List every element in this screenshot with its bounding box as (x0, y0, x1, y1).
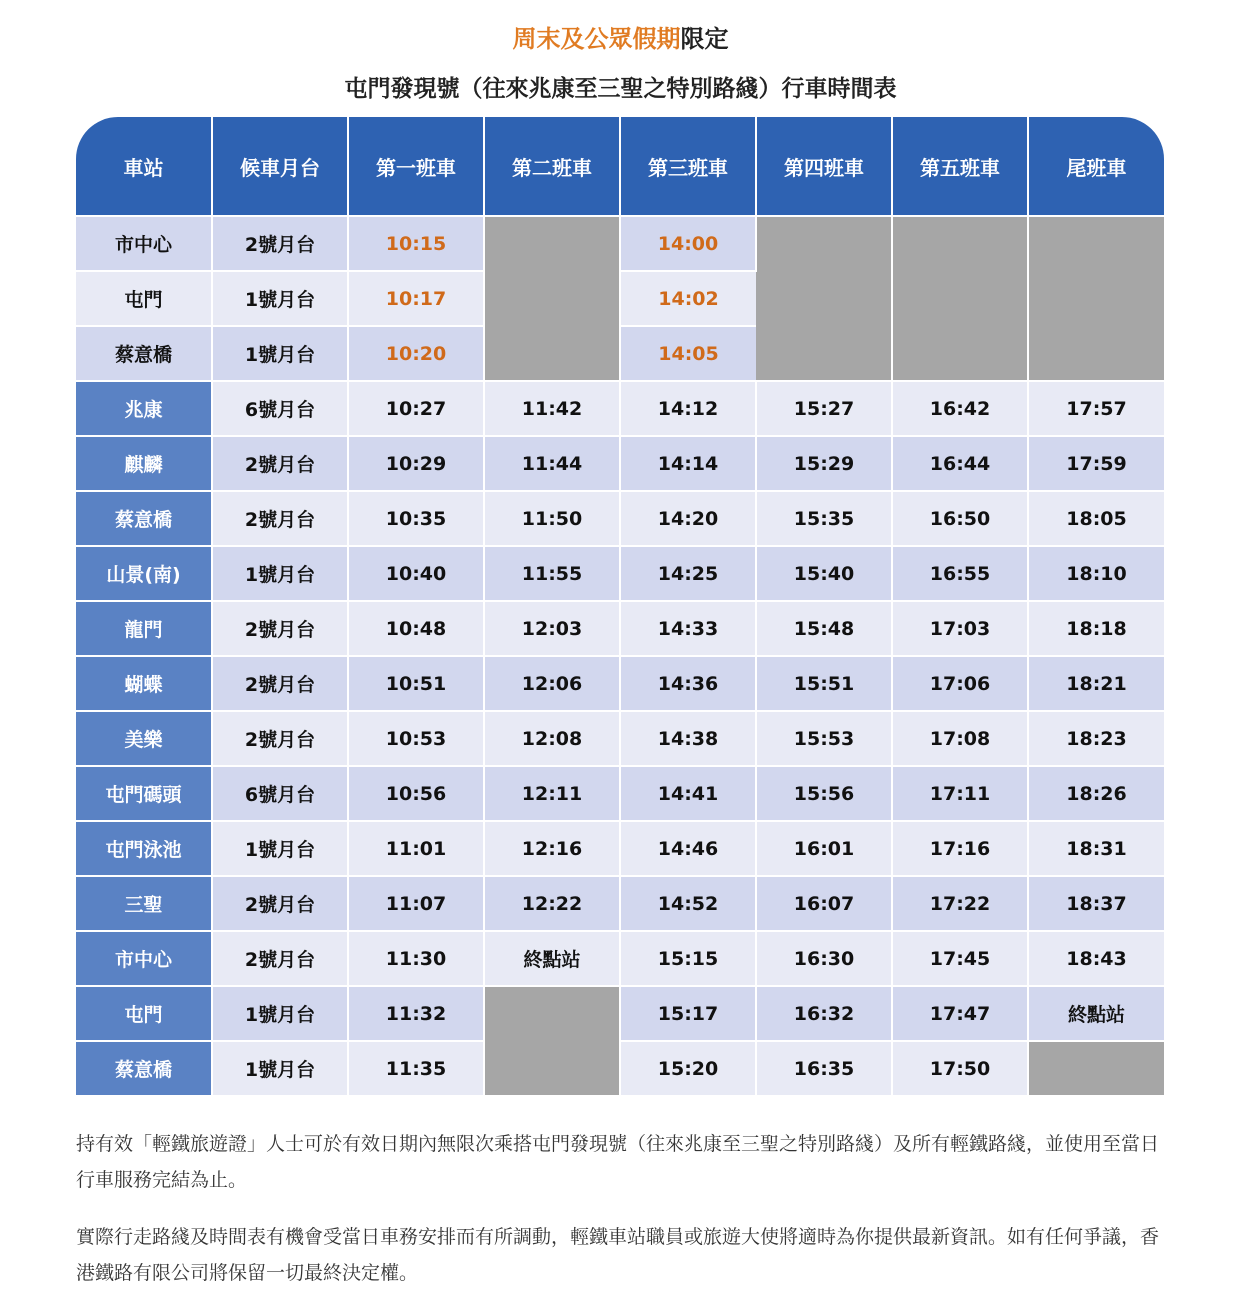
time-cell: 11:07 (348, 876, 484, 931)
station-cell: 蝴蝶 (76, 656, 212, 711)
timetable (76, 117, 1164, 1097)
platform-cell: 2號月台 (212, 491, 348, 546)
blank-cell (756, 216, 892, 381)
time-cell: 18:21 (1028, 656, 1164, 711)
note-disclaimer: 實際行走路綫及時間表有機會受當日車務安排而有所調動，輕鐵車站職員或旅遊大使將適時為你提供最新資訊。如有任何爭議，香港鐵路有限公司將保留一切最終決定權。 (76, 1226, 1160, 1284)
table-row (76, 216, 1164, 271)
table-row (76, 601, 1164, 656)
time-cell: 14:12 (620, 381, 756, 436)
platform-cell: 2號月台 (212, 931, 348, 986)
station-cell: 麒麟 (76, 436, 212, 491)
blank-cell (484, 986, 620, 1096)
time-cell: 10:40 (348, 546, 484, 601)
table-row (76, 766, 1164, 821)
header-trip-5: 第五班車 (892, 117, 1028, 216)
platform-cell: 6號月台 (212, 381, 348, 436)
time-cell: 15:15 (620, 931, 756, 986)
station-cell: 蔡意橋 (76, 326, 212, 381)
platform-cell: 1號月台 (212, 986, 348, 1041)
page-heading (0, 22, 1241, 56)
station-cell: 市中心 (76, 931, 212, 986)
heading-highlight: 周末及公眾假期 (512, 25, 681, 53)
time-cell: 16:50 (892, 491, 1028, 546)
time-cell: 10:29 (348, 436, 484, 491)
header-station: 車站 (76, 117, 212, 216)
time-cell: 10:51 (348, 656, 484, 711)
time-cell: 11:50 (484, 491, 620, 546)
station-cell: 山景(南) (76, 546, 212, 601)
time-cell: 12:16 (484, 821, 620, 876)
time-cell: 10:53 (348, 711, 484, 766)
time-cell: 11:30 (348, 931, 484, 986)
platform-cell: 2號月台 (212, 601, 348, 656)
time-cell: 17:57 (1028, 381, 1164, 436)
time-cell: 16:01 (756, 821, 892, 876)
table-row (76, 876, 1164, 931)
time-cell: 14:02 (620, 271, 756, 326)
platform-cell: 1號月台 (212, 1041, 348, 1096)
time-cell: 11:44 (484, 436, 620, 491)
terminus-cell: 終點站 (484, 931, 620, 986)
time-cell: 15:53 (756, 711, 892, 766)
platform-cell: 2號月台 (212, 711, 348, 766)
time-cell: 15:48 (756, 601, 892, 656)
time-cell: 14:52 (620, 876, 756, 931)
time-cell: 11:35 (348, 1041, 484, 1096)
time-cell: 18:18 (1028, 601, 1164, 656)
platform-cell: 2號月台 (212, 436, 348, 491)
time-cell: 16:44 (892, 436, 1028, 491)
time-cell: 12:22 (484, 876, 620, 931)
station-cell: 屯門泳池 (76, 821, 212, 876)
time-cell: 16:32 (756, 986, 892, 1041)
table-row (76, 1041, 1164, 1096)
time-cell: 16:07 (756, 876, 892, 931)
blank-cell (484, 216, 620, 381)
station-cell: 屯門 (76, 271, 212, 326)
time-cell: 17:47 (892, 986, 1028, 1041)
heading-suffix: 限定 (680, 25, 729, 53)
platform-cell: 6號月台 (212, 766, 348, 821)
platform-cell: 2號月台 (212, 876, 348, 931)
time-cell: 16:42 (892, 381, 1028, 436)
time-cell: 16:35 (756, 1041, 892, 1096)
station-cell: 屯門碼頭 (76, 766, 212, 821)
time-cell: 15:29 (756, 436, 892, 491)
header-trip-2: 第二班車 (484, 117, 620, 216)
platform-cell: 1號月台 (212, 546, 348, 601)
time-cell: 14:05 (620, 326, 756, 381)
header-trip-1: 第一班車 (348, 117, 484, 216)
time-cell: 17:08 (892, 711, 1028, 766)
time-cell: 14:38 (620, 711, 756, 766)
table-row (76, 931, 1164, 986)
time-cell: 10:20 (348, 326, 484, 381)
time-cell: 18:31 (1028, 821, 1164, 876)
time-cell: 12:06 (484, 656, 620, 711)
blank-cell (892, 216, 1028, 381)
time-cell: 18:05 (1028, 491, 1164, 546)
time-cell: 14:36 (620, 656, 756, 711)
time-cell: 12:03 (484, 601, 620, 656)
table-row (76, 491, 1164, 546)
time-cell: 18:26 (1028, 766, 1164, 821)
station-cell: 龍門 (76, 601, 212, 656)
time-cell: 16:30 (756, 931, 892, 986)
table-row (76, 711, 1164, 766)
time-cell: 15:56 (756, 766, 892, 821)
time-cell: 14:14 (620, 436, 756, 491)
time-cell: 14:20 (620, 491, 756, 546)
platform-cell: 2號月台 (212, 216, 348, 271)
page-subheading: 屯門發現號（往來兆康至三聖之特別路綫）行車時間表 (344, 76, 897, 102)
time-cell: 15:17 (620, 986, 756, 1041)
time-cell: 17:50 (892, 1041, 1028, 1096)
table-row (76, 381, 1164, 436)
time-cell: 17:22 (892, 876, 1028, 931)
table-row (76, 546, 1164, 601)
time-cell: 10:56 (348, 766, 484, 821)
terminus-cell: 終點站 (1028, 986, 1164, 1041)
station-cell: 兆康 (76, 381, 212, 436)
time-cell: 11:55 (484, 546, 620, 601)
time-cell: 15:51 (756, 656, 892, 711)
time-cell: 11:42 (484, 381, 620, 436)
time-cell: 17:16 (892, 821, 1028, 876)
header-trip-4: 第四班車 (756, 117, 892, 216)
platform-cell: 1號月台 (212, 821, 348, 876)
table-row (76, 656, 1164, 711)
time-cell: 18:37 (1028, 876, 1164, 931)
table-row (76, 986, 1164, 1041)
time-cell: 10:17 (348, 271, 484, 326)
time-cell: 14:33 (620, 601, 756, 656)
table-row (76, 821, 1164, 876)
blank-cell (1028, 216, 1164, 381)
table-row (76, 436, 1164, 491)
time-cell: 17:45 (892, 931, 1028, 986)
blank-cell (1028, 1041, 1164, 1096)
time-cell: 15:20 (620, 1041, 756, 1096)
time-cell: 18:43 (1028, 931, 1164, 986)
time-cell: 10:35 (348, 491, 484, 546)
time-cell: 14:00 (620, 216, 756, 271)
time-cell: 14:41 (620, 766, 756, 821)
time-cell: 18:10 (1028, 546, 1164, 601)
time-cell: 11:32 (348, 986, 484, 1041)
station-cell: 屯門 (76, 986, 212, 1041)
time-cell: 15:40 (756, 546, 892, 601)
time-cell: 17:11 (892, 766, 1028, 821)
time-cell: 10:15 (348, 216, 484, 271)
header-platform: 候車月台 (212, 117, 348, 216)
platform-cell: 1號月台 (212, 271, 348, 326)
header-last-trip: 尾班車 (1028, 117, 1164, 216)
time-cell: 18:23 (1028, 711, 1164, 766)
time-cell: 12:11 (484, 766, 620, 821)
note-pass-info: 持有效「輕鐵旅遊證」人士可於有效日期內無限次乘搭屯門發現號（往來兆康至三聖之特別路綫）及所有輕鐵路綫，並使用至當日行車服務完結為止。 (76, 1133, 1160, 1191)
time-cell: 15:35 (756, 491, 892, 546)
station-cell: 三聖 (76, 876, 212, 931)
time-cell: 16:55 (892, 546, 1028, 601)
time-cell: 10:27 (348, 381, 484, 436)
station-cell: 蔡意橋 (76, 1041, 212, 1096)
header-trip-3: 第三班車 (620, 117, 756, 216)
station-cell: 市中心 (76, 216, 212, 271)
time-cell: 15:27 (756, 381, 892, 436)
time-cell: 10:48 (348, 601, 484, 656)
platform-cell: 1號月台 (212, 326, 348, 381)
time-cell: 12:08 (484, 711, 620, 766)
table-header-row (76, 117, 1164, 216)
time-cell: 14:46 (620, 821, 756, 876)
time-cell: 17:03 (892, 601, 1028, 656)
time-cell: 17:06 (892, 656, 1028, 711)
time-cell: 14:25 (620, 546, 756, 601)
platform-cell: 2號月台 (212, 656, 348, 711)
station-cell: 蔡意橋 (76, 491, 212, 546)
station-cell: 美樂 (76, 711, 212, 766)
time-cell: 17:59 (1028, 436, 1164, 491)
time-cell: 11:01 (348, 821, 484, 876)
